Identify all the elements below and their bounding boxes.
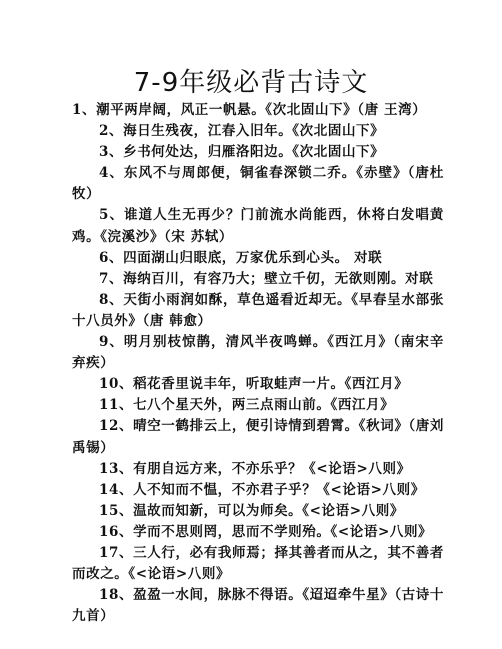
poem-item-5: 5、谁道人生无再少？门前流水尚能西，休将白发唱黄鸡。《浣溪沙》（宋 苏轼） [72, 207, 444, 245]
poem-item-13: 13、有朋自远方来，不亦乐乎？《<论语>八则》 [99, 460, 411, 477]
poem-list [72, 100, 444, 627]
poem-item-6: 6、四面湖山归眼底，万家优乐到心头。 对联 [99, 249, 383, 266]
poem-item-18: 18、盈盈一水间，脉脉不得语。《迢迢牵牛星》（古诗十九首） [72, 587, 444, 625]
poem-item-14: 14、人不知而不愠，不亦君子乎？《<论语>八则》 [99, 481, 425, 498]
poem-item-4: 4、东风不与周郎便，铜雀春深锁二乔。《赤壁》（唐杜牧） [72, 165, 444, 203]
poem-item-11: 11、七八个星天外，两三点雨山前。《西江月》 [99, 397, 395, 414]
poem-item-1: 1、潮平两岸阔，风正一帆悬。《次北固山下》（唐 王湾） [72, 102, 427, 118]
poem-item-12: 12、晴空一鹤排云上，便引诗情到碧霄。《秋词》（唐刘禹锡） [72, 418, 444, 456]
document-title: 7-9年级必背古诗文 [133, 68, 369, 98]
poem-item-8: 8、天街小雨润如酥，草色遥看近却无。《早春呈水部张十八员外》（唐 韩愈） [72, 291, 444, 329]
poem-item-9: 9、明月别枝惊鹊，清风半夜鸣蝉。《西江月》（南宋辛弃疾） [72, 334, 444, 372]
poem-item-10: 10、稻花香里说丰年，听取蛙声一片。《西江月》 [99, 376, 409, 393]
poem-item-7: 7、海纳百川，有容乃大；壁立千仞，无欲则刚。对联 [99, 270, 434, 287]
poem-item-17: 17、三人行，必有我师焉；择其善者而从之，其不善者而改之。《<论语>八则》 [72, 544, 444, 583]
poem-item-3: 3、乡书何处达，归雁洛阳边。《次北固山下》 [99, 144, 385, 161]
poem-item-2: 2、海日生残夜，江春入旧年。《次北固山下》 [99, 123, 385, 140]
poem-item-16: 16、学而不思则罔，思而不学则殆。《<论语>八则》 [99, 523, 433, 540]
poem-item-15: 15、温故而知新，可以为师矣。《<论语>八则》 [99, 502, 404, 519]
